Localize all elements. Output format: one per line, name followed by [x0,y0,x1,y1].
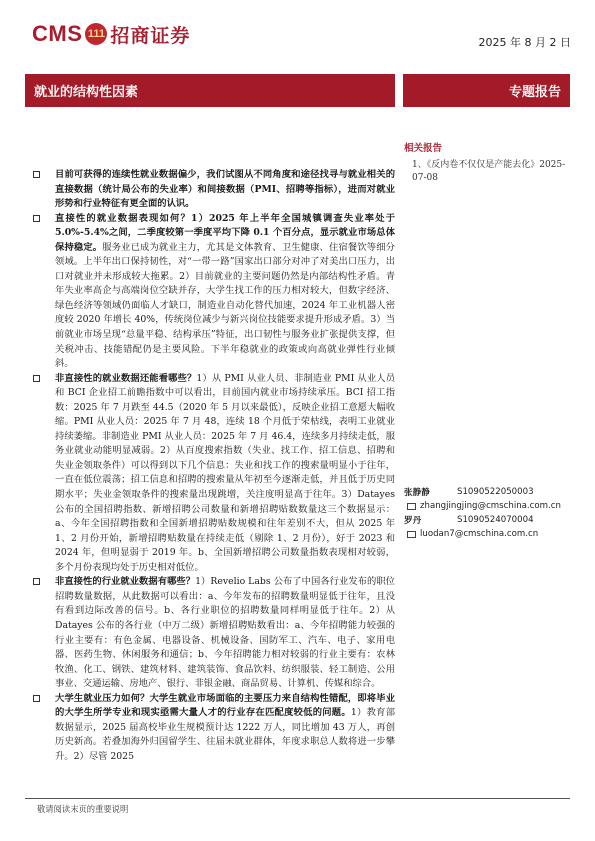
footer-note: 敬请阅读末页的重要说明 [37,804,129,814]
analyst-email-row [407,499,574,513]
logo-text: CMS [32,21,83,46]
bullet-square-icon [33,578,40,585]
paragraph-lead: 非直接性的就业数据还能看哪些？ [55,372,197,384]
page-header [0,0,595,62]
analyst-row [404,485,574,499]
related-reports [404,140,570,185]
paragraph-lead: 目前可获得的连续性就业数据偏少，我们试图从不同角度和途径找寻与就业相关的直接数据（统计局公布的失业率）和间接数据（PMI、招聘等指标），进而对就业形势和行业特征有更全面的认识。 [55,169,395,210]
category-banner [403,74,570,107]
body-paragraph [55,168,395,212]
analyst-name: 罗丹 [404,516,422,526]
body-paragraph [55,212,395,372]
related-report-link[interactable]: 1、《反内卷不仅仅是产能去化》2025-07-08 [412,160,566,183]
company-logo [32,21,190,47]
bullet-square-icon [33,171,40,178]
paragraph-lead: 大学生就业压力如何？大学生就业市场面临的主要压力来自结构性错配，即将毕业的大学生所学专业和现实亟需大量人才的行业存在匹配度较低的问题。 [55,692,395,719]
paragraph-text: 服务业已成为就业主力，尤其是文体教育、卫生健康、住宿餐饮等细分领域。上半年出口保持韧性，对“一带一路”国家出口部分对冲了对美出口压力，出口对就业并未形成较大拖累。2）目前就业的主要问题仍然是内部结构性矛盾。青年失业率高企与高端岗位空缺并存，大学生找工作的压力相对较大，但数字经济、绿色经济等领域仍面临人才缺口，制造业自动化替代加速，2024 年工业机器人密度较 2020 年增长 40%，传统岗位减少与新兴岗位技能要求提升形成矛盾。3）当前就业市场呈现“总量平稳、结构承压”特征，出口韧性与服务业扩张提供支撑，但关税冲击、技能错配仍是主要风险。下半年稳就业的政策或向高就业弹性行业倾斜。 [55,241,395,370]
paragraph-lead: 非直接性的行业就业数据有哪些？ [55,576,196,588]
body-paragraph [55,372,395,576]
related-reports-title: 相关报告 [404,143,443,154]
paragraph-lead: 直接性的就业数据表现如何？1）2025 年上半年全国城镇调查失业率处于 5.0%-5.4%之间，二季度较第一季度平均下降 0.1 个百分点，显示就业市场总体保持稳定。 [55,212,395,253]
analyst-email[interactable]: luodan7@cmschina.com.cn [420,529,539,539]
report-category: 专题报告 [508,85,561,100]
mail-icon [407,503,416,510]
bullet-square-icon [33,215,40,222]
analyst-email-row [407,527,574,541]
mail-icon [407,531,416,538]
logo-chinese-name: 招商证券 [110,24,191,47]
logo-seal-icon: 111 [85,23,107,45]
analyst-row [404,513,574,527]
report-title: 就业的结构性因素 [34,85,139,100]
analyst-email[interactable]: zhangjingjing@cmschina.com.cn [420,501,561,511]
analyst-license: S1090522050003 [457,487,534,497]
paragraph-text: 1）Revelio Labs 公布了中国各行业发布的职位招聘数量数据，从此数据可以看出：a、今年发布的招聘数量明显低于往年，且没有看到边际改善的信号。b、各行业职位的招聘数量同样明显低于往年。2）从 Datayes 公布的各行业（中万二级）新增招聘贴数看出：a、今年招聘能力较强的行业主要有：有色金属、电器设备、机械设备、国防军工、汽车、电子、家用电器、医药生物、休闲服务和通信；b、今年招聘能力相对较弱的行业主要有：农林牧渔、化工、钢铁、建筑材料、建筑装饰、食品饮料、纺织服装、轻工制造、公用事业、交通运输、房地产、银行、非银金融、商品贸易、计算机、传媒和综合。 [55,576,395,690]
bullet-square-icon [33,695,40,702]
analyst-name: 张静静 [404,488,430,498]
body-paragraph [55,575,395,691]
body-paragraph [55,692,395,765]
title-banner [25,74,395,107]
report-body [55,168,395,764]
paragraph-text: 1）教育部数据显示，2025 届高校毕业生规模预计达 1222 万人，同比增加 43 万人，再创历史新高。若叠加海外归国留学生、往届未就业群体，年度求职总人数将进一步攀升。2）尽管 2025 [55,707,395,762]
report-date: 2025 年 8 月 2 日 [478,36,571,49]
analyst-license: S1090524070004 [457,515,534,525]
analyst-block [404,485,574,541]
footer-divider [25,798,570,799]
paragraph-text: 1）从 PMI 从业人员、非制造业 PMI 从业人员和 BCI 企业招工前瞻指数中可以看出，目前国内就业市场持续承压。BCI 招工指数：2025 年 7 月跌至 44.5（2020 年 5 月以来最低），反映企业招工意愿大幅收缩。PMI 从业人员：2025 年 7 月 48，连续 18 个月低于荣枯线，表明工业就业持续萎缩。非制造业 PMI 从业人员：2025 年 7 月 46.4，连续多月持续走低，服务业就业动能明显减弱。2）从百度搜索指数（失业、找工作、招工信息、招聘和失业金领取条件）可以得到以下几个信息：失业和找工作的搜索量明显小于往年，一直在低位震荡；招工信息和招聘的搜索量从年初至今逐渐走低，并且低于历史同期水平；失业金领取条件的搜索量出现跳增，关注度明显高于往年。3）Datayes 公布的全国招聘指数、新增招聘公司数量和新增招聘贴数数量这三个数据显示：a、今年全国招聘指数和全国新增招聘贴数规模和往年差别不大，但从 2025 年 1、2 月份开始，新增招聘贴数量在持续走低（剔除 1、2 月份），好于 2023 和 2024 年，但明显弱于 2019 年。b、全国新增招聘公司数量指数表现相对较弱，多个月份表现均处于历史相对低位。 [55,372,395,573]
bullet-square-icon [33,375,40,382]
